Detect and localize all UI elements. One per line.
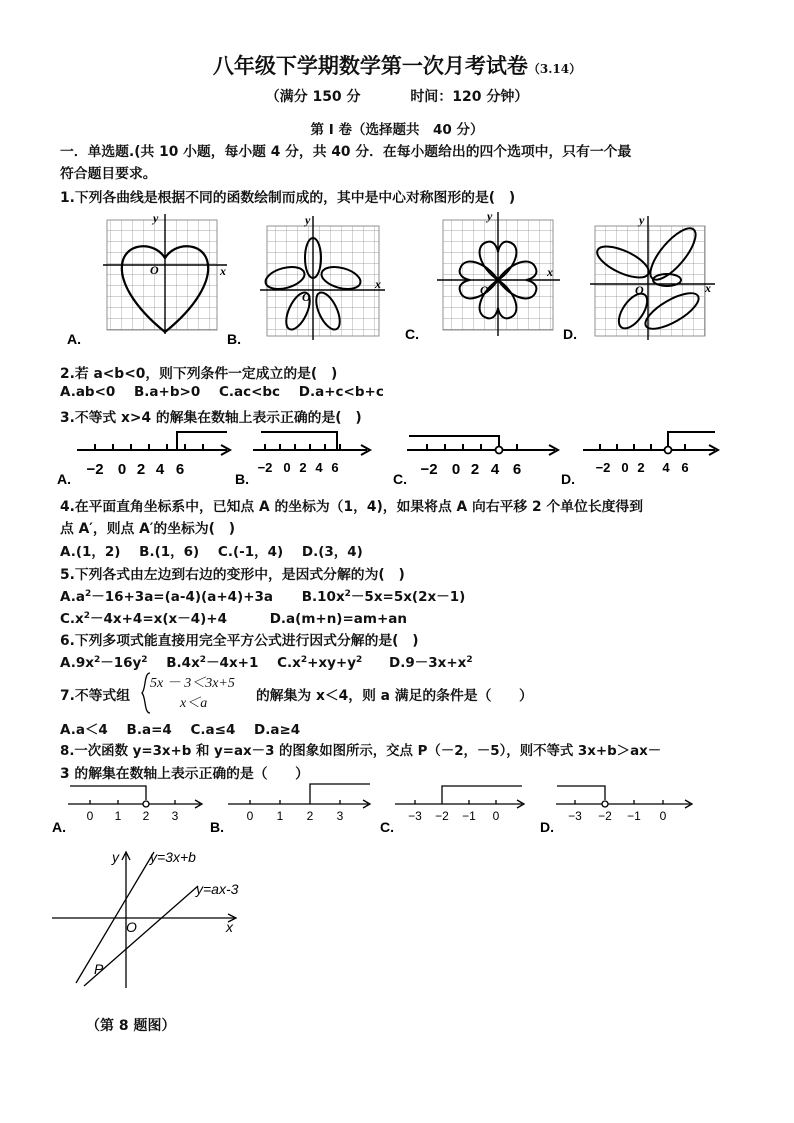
q3-label-c: C. [393,471,407,487]
q1-label-a: A. [67,331,81,347]
tick-label: 2 [306,809,314,823]
tick-label: 2 [136,461,146,478]
q2-stem: 2.若 a<b<0，则下列条件一定成立的是( ) [60,366,338,382]
q7-option-b: B.a=4 [126,722,172,738]
tick-label: 4 [315,460,323,475]
origin-label: O [150,263,159,277]
y-axis-label: y [153,211,159,225]
q4-stem-1: 4.在平面直角坐标系中，已知点 A 的坐标为（1，4)，如果将点 A 向右平移 2 个单位长度得到 [60,499,644,515]
tick-label: 6 [331,460,339,475]
line-label-2: y=ax-3 [196,881,239,897]
tick-label: −3 [408,809,422,823]
q2-options [60,384,398,400]
x-axis-label: x [705,281,711,295]
q8-graph [48,848,258,998]
q5-option-a: $A.a^2-16+3a=(a-4)(a+4)+3a$ [60,589,274,605]
q8-label-d: D. [540,819,554,835]
q1-graph-b [260,213,385,340]
tick-label: −2 [598,809,612,823]
q3-label-b: B. [235,471,249,487]
q8-figure-caption: （第 8 题图） [86,1018,176,1034]
y-axis-label: y [305,213,311,227]
q7-eq-2: x＜a [180,696,208,711]
q6-option-b: $B.4x^2-4x+1$ [166,655,259,671]
tick-label: 4 [662,460,670,475]
tick-label: −2 [420,461,438,478]
tick-label: 3 [171,809,179,823]
tick-label: 1 [114,809,122,823]
q7-options [60,718,314,738]
q8-stem-1: 8.一次函数 y=3x+b 和 y=ax－3 的图象如图所示，交点 P（－2，－5），则不等式 3x+b＞ax－ [60,744,662,759]
y-axis-label: y [487,209,493,223]
tick-label: −3 [568,809,582,823]
y-axis-label: y [639,213,645,227]
q5-options-row-1 [60,585,479,605]
q1-label-d: D. [563,326,577,342]
tick-label: 4 [155,461,165,478]
tick-label: 1 [276,809,284,823]
tick-label: −2 [435,809,449,823]
x-axis-label: x [220,264,226,278]
q8-stem-2: 3 的解集在数轴上表示正确的是（ ） [60,766,309,782]
tick-label: 2 [470,461,480,478]
q2-option-a: A.ab<0 [60,384,116,400]
q7-option-d: D.a≥4 [254,722,301,738]
tick-label: 0 [451,461,461,478]
q6-option-d: $D.9-3x+x^2$ [389,655,473,671]
q6-option-c: $C.x^2+xy+y^2$ [277,655,363,671]
q6-options [60,651,487,671]
point-p-label: P [94,961,104,977]
tick-label: −2 [595,460,611,475]
x-axis-label: x [226,919,233,935]
title-date: （3.14） [527,62,582,76]
exam-title [0,50,794,80]
q4-option-d: D.(3，4) [301,544,363,560]
q5-option-b: $B.10x^2-5x=5x(2x-1)$ [301,589,466,605]
tick-label: 0 [246,809,254,823]
section-heading: 第 I 卷（选择题共 40 分） [310,122,484,138]
q3-number-lines [55,428,735,488]
origin-label: O [126,919,137,935]
tick-label: 0 [621,460,629,475]
q7-stem-pre: 7.不等式组 [60,688,131,704]
q8-label-c: C. [380,819,394,835]
tick-label: 0 [86,809,94,823]
q8-label-a: A. [52,819,66,835]
tick-label: 0 [492,809,500,823]
origin-label: O [635,283,644,297]
tick-label: 2 [637,460,645,475]
tick-label: −2 [257,460,273,475]
q1-label-c: C. [405,326,419,342]
q7-stem-post: 的解集为 x＜4，则 a 满足的条件是（ ） [256,688,533,704]
q3-label-a: A. [57,471,71,487]
tick-label: 6 [681,460,689,475]
q4-stem-2: 点 A′，则点 A′的坐标为( ) [60,521,236,537]
title-text: 八年级下学期数学第一次月考试卷 [212,53,528,78]
tick-label: 6 [512,461,522,478]
q2-option-b: B.a+b>0 [134,384,201,400]
q2-option-c: C.ac<bc [218,384,281,400]
x-axis-label: x [547,265,553,279]
q7-eq-1: 5x － 3＜3x+5 [150,676,235,691]
q5-option-c: $C.x^2-4x+4=x(x-4)+4$ [60,611,227,627]
x-axis-label: x [375,277,381,291]
tick-label: 2 [142,809,150,823]
q1-figures [55,208,755,358]
tick-label: −1 [462,809,476,823]
tick-label: 4 [490,461,500,478]
time-text: 时间：120 分钟） [410,89,529,105]
q4-option-b: B.(1，6) [139,544,200,560]
tick-label: 3 [336,809,344,823]
q4-options [60,540,377,560]
origin-label: O [480,283,489,297]
q4-option-c: C.(-1，4) [217,544,284,560]
q1-label-b: B. [227,331,241,347]
q5-options-row-2 [60,607,421,627]
q2-option-d: D.a+c<b+c [298,384,384,400]
q4-option-a: A.(1，2) [60,544,121,560]
q5-option-d: D.a(m+n)=am+an [269,611,407,627]
tick-label: −2 [86,461,104,478]
tick-label: −1 [627,809,641,823]
q8-number-lines [50,782,740,838]
q7-option-a: A.a＜4 [60,722,108,738]
tick-label: 6 [175,461,185,478]
score-text: （满分 150 分 [265,89,361,105]
q3-label-d: D. [561,471,575,487]
tick-label: 2 [299,460,307,475]
intro-line-2: 符合题目要求。 [60,166,157,182]
tick-label: 0 [117,461,127,478]
q1-stem: 1.下列各曲线是根据不同的函数绘制而成的，其中是中心对称图形的是( ) [60,190,516,206]
y-axis-label: y [112,849,119,865]
exam-info [0,86,794,106]
q8-label-b: B. [210,819,224,835]
q1-graph-d [590,213,715,340]
line-label-1: y=3x+b [150,849,196,865]
tick-label: 0 [283,460,291,475]
tick-label: 0 [659,809,667,823]
q1-graph-a [103,211,227,334]
q5-stem: 5.下列各式由左边到右边的变形中，是因式分解的为( ) [60,567,405,583]
q7-option-c: C.a≤4 [190,722,236,738]
q6-stem: 6.下列多项式能直接用完全平方公式进行因式分解的是( ) [60,633,419,649]
q1-graph-c [437,209,560,336]
intro-line-1: 一．单选题.(共 10 小题，每小题 4 分，共 40 分．在每小题给出的四个选项中，只有一个最 [60,144,632,160]
q3-stem: 3.不等式 x>4 的解集在数轴上表示正确的是( ) [60,410,362,426]
q6-option-a: $A.9x^2-16y^2$ [60,655,148,671]
origin-label: O [302,290,311,304]
